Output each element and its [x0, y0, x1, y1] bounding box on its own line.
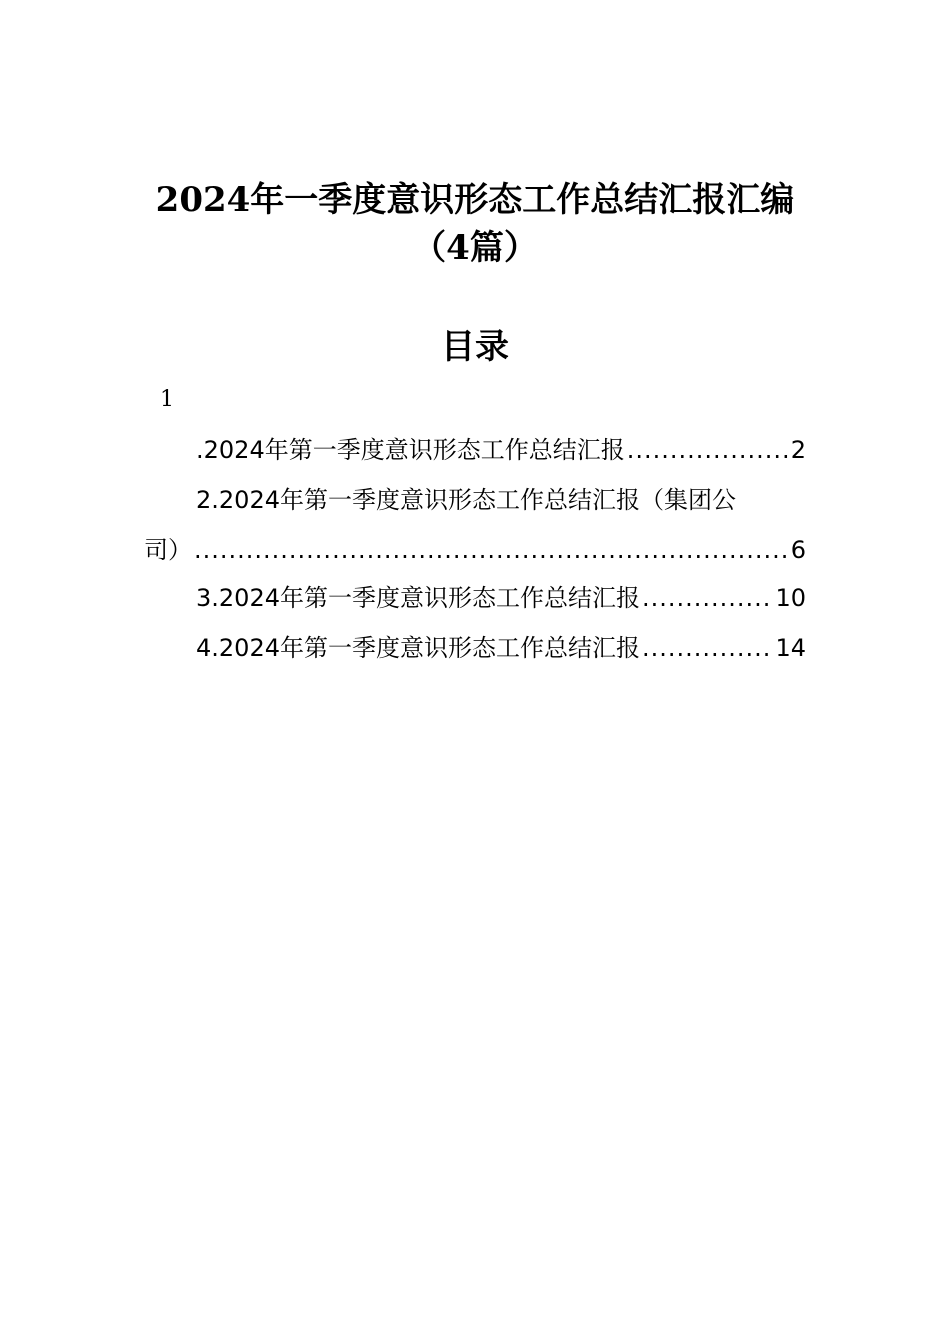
toc-page-number: 2 [790, 436, 806, 464]
toc-entry-label-continued: 司） [144, 536, 192, 564]
toc-page-number: 6 [790, 536, 806, 564]
document-title: 2024年一季度意识形态工作总结汇报汇编 [155, 180, 795, 220]
toc-page-number: 10 [775, 584, 806, 612]
toc-entry-label: 2.2024年第一季度意识形态工作总结汇报（集团公 [196, 486, 736, 514]
toc-entry-2-continued[interactable] [144, 535, 806, 565]
toc-entry-1[interactable] [196, 435, 806, 465]
stray-number: 1 [160, 387, 174, 412]
toc-page-number: 14 [775, 634, 806, 662]
toc-entry-4[interactable] [196, 633, 806, 663]
document-subtitle: （4篇） [412, 228, 538, 268]
toc-leader-dots [642, 633, 773, 663]
toc-entry-label: .2024年第一季度意识形态工作总结汇报 [196, 436, 625, 464]
toc-heading: 目录 [441, 327, 509, 367]
toc-entry-2[interactable] [196, 485, 806, 515]
toc-leader-dots [194, 535, 789, 565]
toc-leader-dots [642, 583, 773, 613]
toc-entry-label: 4.2024年第一季度意识形态工作总结汇报 [196, 634, 640, 662]
toc-entry-3[interactable] [196, 583, 806, 613]
toc-entry-label: 3.2024年第一季度意识形态工作总结汇报 [196, 584, 640, 612]
toc-leader-dots [627, 435, 789, 465]
